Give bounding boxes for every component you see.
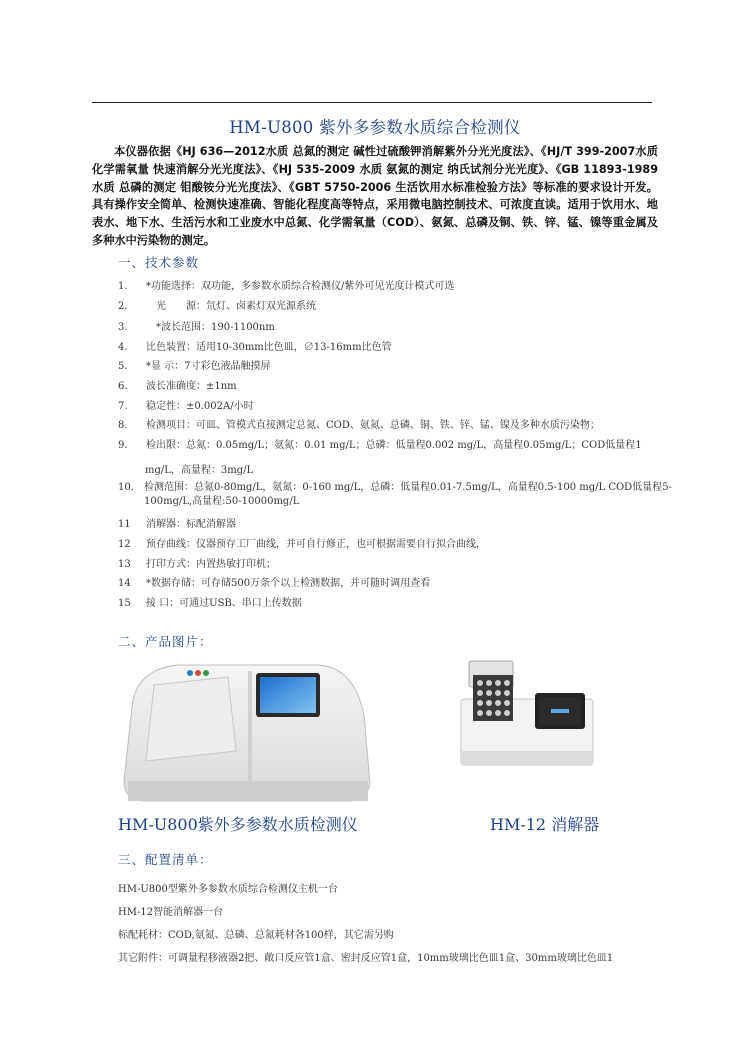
- param-item: [118, 555, 276, 570]
- param-number: 9.: [118, 440, 128, 451]
- instrument-image: [118, 655, 376, 805]
- param-number: 5.: [118, 361, 128, 372]
- param-text: 比色装置：适用10-30mm比色皿，∅13-16mm比色管: [146, 342, 392, 353]
- param-text: 接 口：可通过USB、串口上传数据: [146, 598, 302, 609]
- param-text: 检测范围：总氮0-80mg/L，氨氮：0-160 mg/L，总磷：低量程0.01-7.5mg/L，高量程0.5-100 mg/L COD低量程5-100mg/L,高量程:50-10000mg/L: [144, 482, 672, 507]
- param-item: [118, 377, 237, 392]
- param-item: [118, 436, 642, 451]
- param-number: 6.: [118, 381, 128, 392]
- param-text: *数据存储：可存储500万条个以上检测数据，并可随时调用查看: [146, 578, 431, 589]
- param-number: 11: [118, 519, 131, 530]
- param-item: [118, 318, 275, 333]
- param-item: [118, 481, 678, 509]
- digester-caption: HM-12 消解器: [490, 815, 600, 834]
- param-text: 波长准确度：±1nm: [146, 381, 237, 392]
- param-number: 14: [118, 578, 131, 589]
- config-item: HM-12智能消解器一台: [118, 907, 224, 918]
- param-text: 稳定性：±0.002A/小时: [146, 401, 254, 412]
- param-number: 2.: [118, 301, 128, 312]
- param-text: *显 示：7寸彩色液晶触摸屏: [146, 361, 271, 372]
- param-text: 打印方式：内置热敏打印机；: [146, 559, 276, 570]
- param-item: [118, 277, 454, 292]
- param-text: 检测项目：可皿、管模式直接测定总氮、COD、氨氮、总磷、铜、铁、锌、锰、镍及多种水质污染物；: [146, 420, 600, 431]
- header-rule: [92, 102, 652, 103]
- param-item: [118, 574, 430, 589]
- param-text: *功能选择：双功能，多参数水质综合检测仪/紫外可见光度计模式可选: [146, 281, 455, 292]
- param-text: 消解器：标配消解器: [146, 519, 236, 530]
- config-item: 其它附件：可调量程移液器2把、敞口反应管1盒、密封反应管1盒，10mm玻璃比色皿1盒、30mm玻璃比色皿1: [118, 953, 614, 964]
- param-9-continuation: mg/L，高量程：3mg/L: [145, 465, 254, 476]
- instrument-caption: HM-U800紫外多参数水质检测仪: [118, 815, 358, 834]
- param-text: 光 源：氘灯、卤素灯双光源系统: [156, 301, 316, 312]
- param-text: *波长范围：190-1100nm: [156, 322, 275, 333]
- param-text: 检出限：总氮：0.05mg/L；氨氮：0.01 mg/L；总磷：低量程0.002 mg/L，高量程0.05mg/L；COD低量程1: [146, 440, 642, 451]
- param-number: 10.: [118, 482, 134, 493]
- config-item: 标配耗材：COD,氨氮、总磷、总氮耗材各100样，其它需另购: [118, 930, 394, 941]
- param-item: [118, 515, 236, 530]
- param-text: 预存曲线：仪器预存工厂曲线，并可自行修正，也可根据需要自行拟合曲线，: [146, 539, 486, 550]
- param-number: 7.: [118, 401, 128, 412]
- param-item: [118, 357, 271, 372]
- param-number: 8.: [118, 420, 128, 431]
- param-item: [118, 535, 486, 550]
- section-heading-product: 二、产品图片：: [118, 634, 213, 649]
- param-number: 15: [118, 598, 131, 609]
- intro-paragraph: 本仪器依据《HJ 636—2012水质 总氮的测定 碱性过硫酸钾消解紫外分光光度法》、《HJ/T 399-2007水质 化学需氧量 快速消解分光光度法》、《HJ 535-2009 水质 氨氮的测定 纳氏试剂分光光度》、《GB 11893-1989 水质 总磷的测定 钼酸铵分光光度法》、《GBT 5750-2006 生活饮用水标准检验方法》等标准的要求设计开发。具有操作安全简单、检测快速准确、智能化程度高等特点，采用微电脑控制技术、可浓度直读。适用于饮用水、地表水、地下水、生活污水和工业废水中总氮、化学需氧量（COD）、氨氮、总磷及铜、铁、锌、锰、镍等重金属及多种水中污染物的测定。: [92, 145, 658, 247]
- page-title: HM-U800 紫外多参数水质综合检测仪: [229, 118, 521, 137]
- param-item: [118, 397, 254, 412]
- param-item: [118, 594, 302, 609]
- param-number: 1.: [118, 281, 128, 292]
- param-item: [118, 338, 392, 353]
- param-number: 13: [118, 559, 131, 570]
- param-number: 3.: [118, 322, 128, 333]
- param-item: [118, 416, 600, 431]
- section-heading-config: 三、配置清单：: [118, 852, 213, 867]
- param-number: 4.: [118, 342, 128, 353]
- param-item: [118, 297, 316, 312]
- section-heading-params: 一、技术参数: [118, 255, 200, 270]
- param-number: 12: [118, 539, 131, 550]
- config-item: HM-U800型紫外多参数水质综合检测仪主机一台: [118, 884, 338, 895]
- digester-image: [455, 655, 595, 767]
